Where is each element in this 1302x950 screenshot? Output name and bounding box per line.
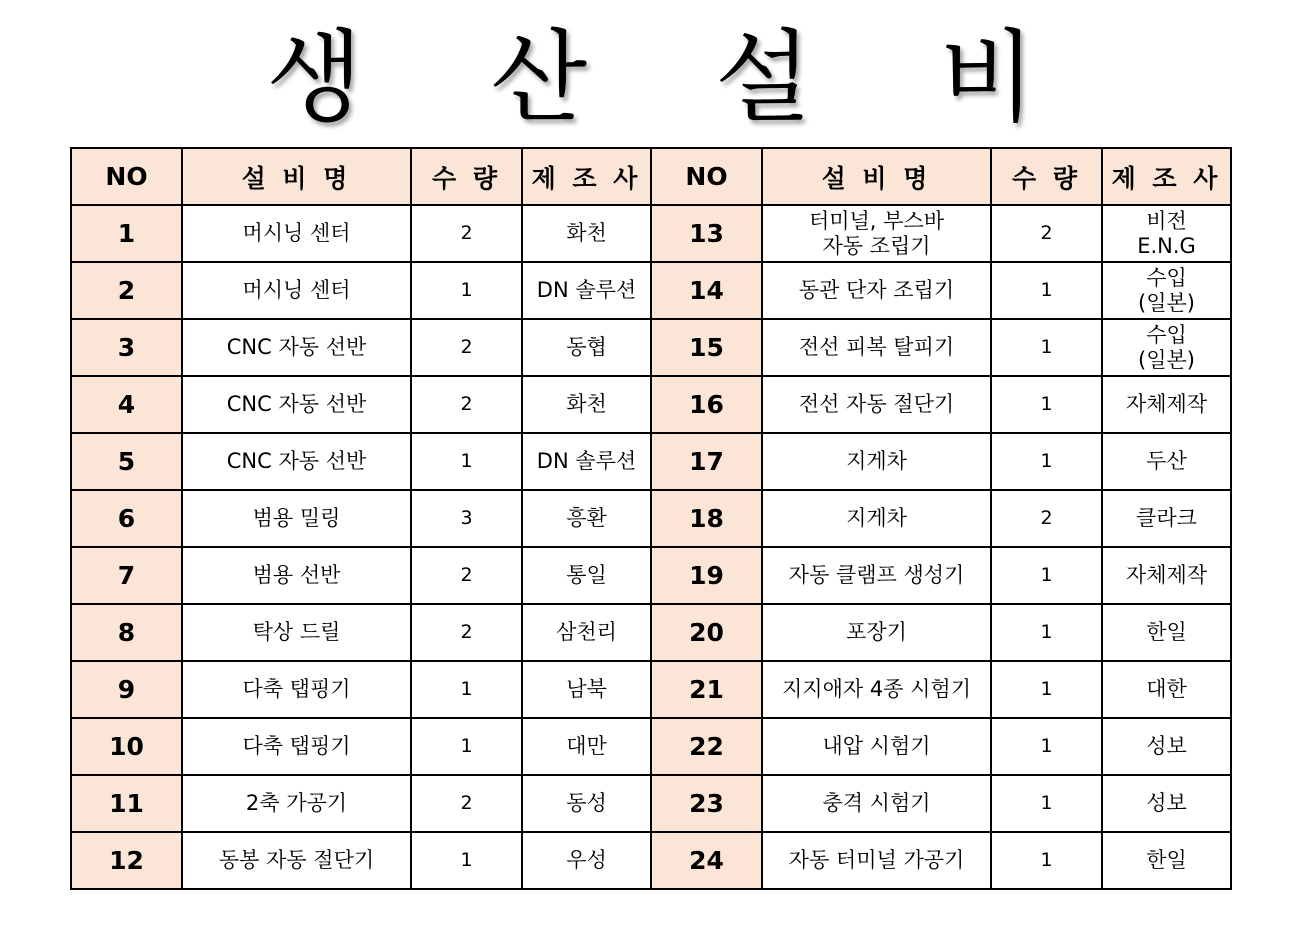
cell-no: 7 [71, 547, 182, 604]
cell-mfr: 한일 [1102, 832, 1231, 889]
cell-no: 22 [651, 718, 762, 775]
cell-name: 범용 선반 [182, 547, 411, 604]
cell-qty: 1 [991, 661, 1102, 718]
cell-mfr [1102, 319, 1231, 376]
cell-mfr: 동협 [522, 319, 651, 376]
cell-name: 다축 탭핑기 [182, 661, 411, 718]
cell-name: 머시닝 센터 [182, 262, 411, 319]
cell-name [762, 205, 991, 262]
header-mfr: 제 조 사 [522, 148, 651, 205]
cell-no: 2 [71, 262, 182, 319]
cell-qty: 2 [411, 205, 522, 262]
cell-name: 지지애자 4종 시험기 [762, 661, 991, 718]
cell-no: 24 [651, 832, 762, 889]
cell-no: 8 [71, 604, 182, 661]
cell-no: 3 [71, 319, 182, 376]
header-qty: 수 량 [991, 148, 1102, 205]
cell-qty: 2 [411, 775, 522, 832]
cell-name: 지게차 [762, 433, 991, 490]
header-mfr: 제 조 사 [1102, 148, 1231, 205]
cell-qty: 3 [411, 490, 522, 547]
cell-mfr: 자체제작 [1102, 547, 1231, 604]
cell-mfr-text: 수입 (일본) [1138, 265, 1195, 315]
header-qty: 수 량 [411, 148, 522, 205]
table-row [71, 262, 1231, 319]
cell-mfr: 화천 [522, 376, 651, 433]
cell-qty: 1 [411, 433, 522, 490]
cell-mfr: 한일 [1102, 604, 1231, 661]
cell-name: 전선 피복 탈피기 [762, 319, 991, 376]
cell-mfr [1102, 205, 1231, 262]
cell-qty: 1 [411, 718, 522, 775]
cell-qty: 1 [991, 604, 1102, 661]
table-row [71, 376, 1231, 433]
cell-qty: 1 [991, 775, 1102, 832]
equipment-table [70, 147, 1232, 890]
table-header-row [71, 148, 1231, 205]
cell-mfr: 우성 [522, 832, 651, 889]
cell-name: 충격 시험기 [762, 775, 991, 832]
cell-name: CNC 자동 선반 [182, 433, 411, 490]
table-row [71, 490, 1231, 547]
cell-no: 4 [71, 376, 182, 433]
table-row [71, 205, 1231, 262]
cell-no: 21 [651, 661, 762, 718]
cell-no: 20 [651, 604, 762, 661]
cell-mfr-text: 수입 (일본) [1138, 322, 1195, 372]
cell-name: 내압 시험기 [762, 718, 991, 775]
cell-qty: 1 [991, 376, 1102, 433]
cell-name: 지게차 [762, 490, 991, 547]
cell-qty: 2 [411, 319, 522, 376]
cell-qty: 1 [411, 262, 522, 319]
cell-mfr: 화천 [522, 205, 651, 262]
table-row [71, 319, 1231, 376]
table-row [71, 547, 1231, 604]
cell-no: 12 [71, 832, 182, 889]
cell-no: 1 [71, 205, 182, 262]
table-row [71, 832, 1231, 889]
table-row [71, 433, 1231, 490]
cell-mfr: 대만 [522, 718, 651, 775]
cell-name: 머시닝 센터 [182, 205, 411, 262]
cell-no: 5 [71, 433, 182, 490]
table-row [71, 604, 1231, 661]
cell-no: 16 [651, 376, 762, 433]
cell-mfr: 삼천리 [522, 604, 651, 661]
cell-qty: 2 [991, 205, 1102, 262]
cell-qty: 1 [991, 319, 1102, 376]
cell-mfr: 자체제작 [1102, 376, 1231, 433]
table-row [71, 718, 1231, 775]
page-title: 생 산 설 비 [266, 19, 1084, 136]
cell-qty: 1 [991, 832, 1102, 889]
header-no: NO [71, 148, 182, 205]
cell-mfr: 두산 [1102, 433, 1231, 490]
table-row [71, 775, 1231, 832]
cell-no: 9 [71, 661, 182, 718]
cell-mfr [1102, 262, 1231, 319]
header-name: 설 비 명 [762, 148, 991, 205]
cell-no: 18 [651, 490, 762, 547]
cell-mfr: 성보 [1102, 775, 1231, 832]
cell-no: 17 [651, 433, 762, 490]
cell-qty: 1 [991, 262, 1102, 319]
cell-mfr-text: 비전 E.N.G [1137, 208, 1196, 258]
cell-name: 포장기 [762, 604, 991, 661]
cell-mfr: 클라크 [1102, 490, 1231, 547]
cell-name: 동관 단자 조립기 [762, 262, 991, 319]
cell-no: 14 [651, 262, 762, 319]
cell-name-text: 터미널, 부스바 자동 조립기 [808, 208, 945, 258]
cell-qty: 1 [991, 433, 1102, 490]
cell-qty: 2 [411, 547, 522, 604]
cell-qty: 2 [991, 490, 1102, 547]
cell-name: 전선 자동 절단기 [762, 376, 991, 433]
cell-no: 23 [651, 775, 762, 832]
cell-name: 탁상 드릴 [182, 604, 411, 661]
cell-mfr: 통일 [522, 547, 651, 604]
header-name: 설 비 명 [182, 148, 411, 205]
cell-mfr: 대한 [1102, 661, 1231, 718]
cell-mfr: 성보 [1102, 718, 1231, 775]
cell-mfr: 흥환 [522, 490, 651, 547]
cell-no: 10 [71, 718, 182, 775]
cell-name: 동봉 자동 절단기 [182, 832, 411, 889]
cell-no: 6 [71, 490, 182, 547]
cell-qty: 2 [411, 604, 522, 661]
cell-mfr: DN 솔루션 [522, 262, 651, 319]
cell-no: 11 [71, 775, 182, 832]
cell-qty: 1 [991, 547, 1102, 604]
cell-qty: 1 [411, 661, 522, 718]
cell-no: 13 [651, 205, 762, 262]
table-row [71, 661, 1231, 718]
cell-name: CNC 자동 선반 [182, 376, 411, 433]
cell-name: 다축 탭핑기 [182, 718, 411, 775]
cell-name: 범용 밀링 [182, 490, 411, 547]
cell-no: 15 [651, 319, 762, 376]
cell-mfr: 남북 [522, 661, 651, 718]
cell-name: 2축 가공기 [182, 775, 411, 832]
header-no: NO [651, 148, 762, 205]
cell-name: 자동 클램프 생성기 [762, 547, 991, 604]
cell-qty: 1 [991, 718, 1102, 775]
cell-qty: 1 [411, 832, 522, 889]
cell-mfr: 동성 [522, 775, 651, 832]
cell-qty: 2 [411, 376, 522, 433]
cell-name: CNC 자동 선반 [182, 319, 411, 376]
cell-no: 19 [651, 547, 762, 604]
cell-mfr: DN 솔루션 [522, 433, 651, 490]
cell-name: 자동 터미널 가공기 [762, 832, 991, 889]
